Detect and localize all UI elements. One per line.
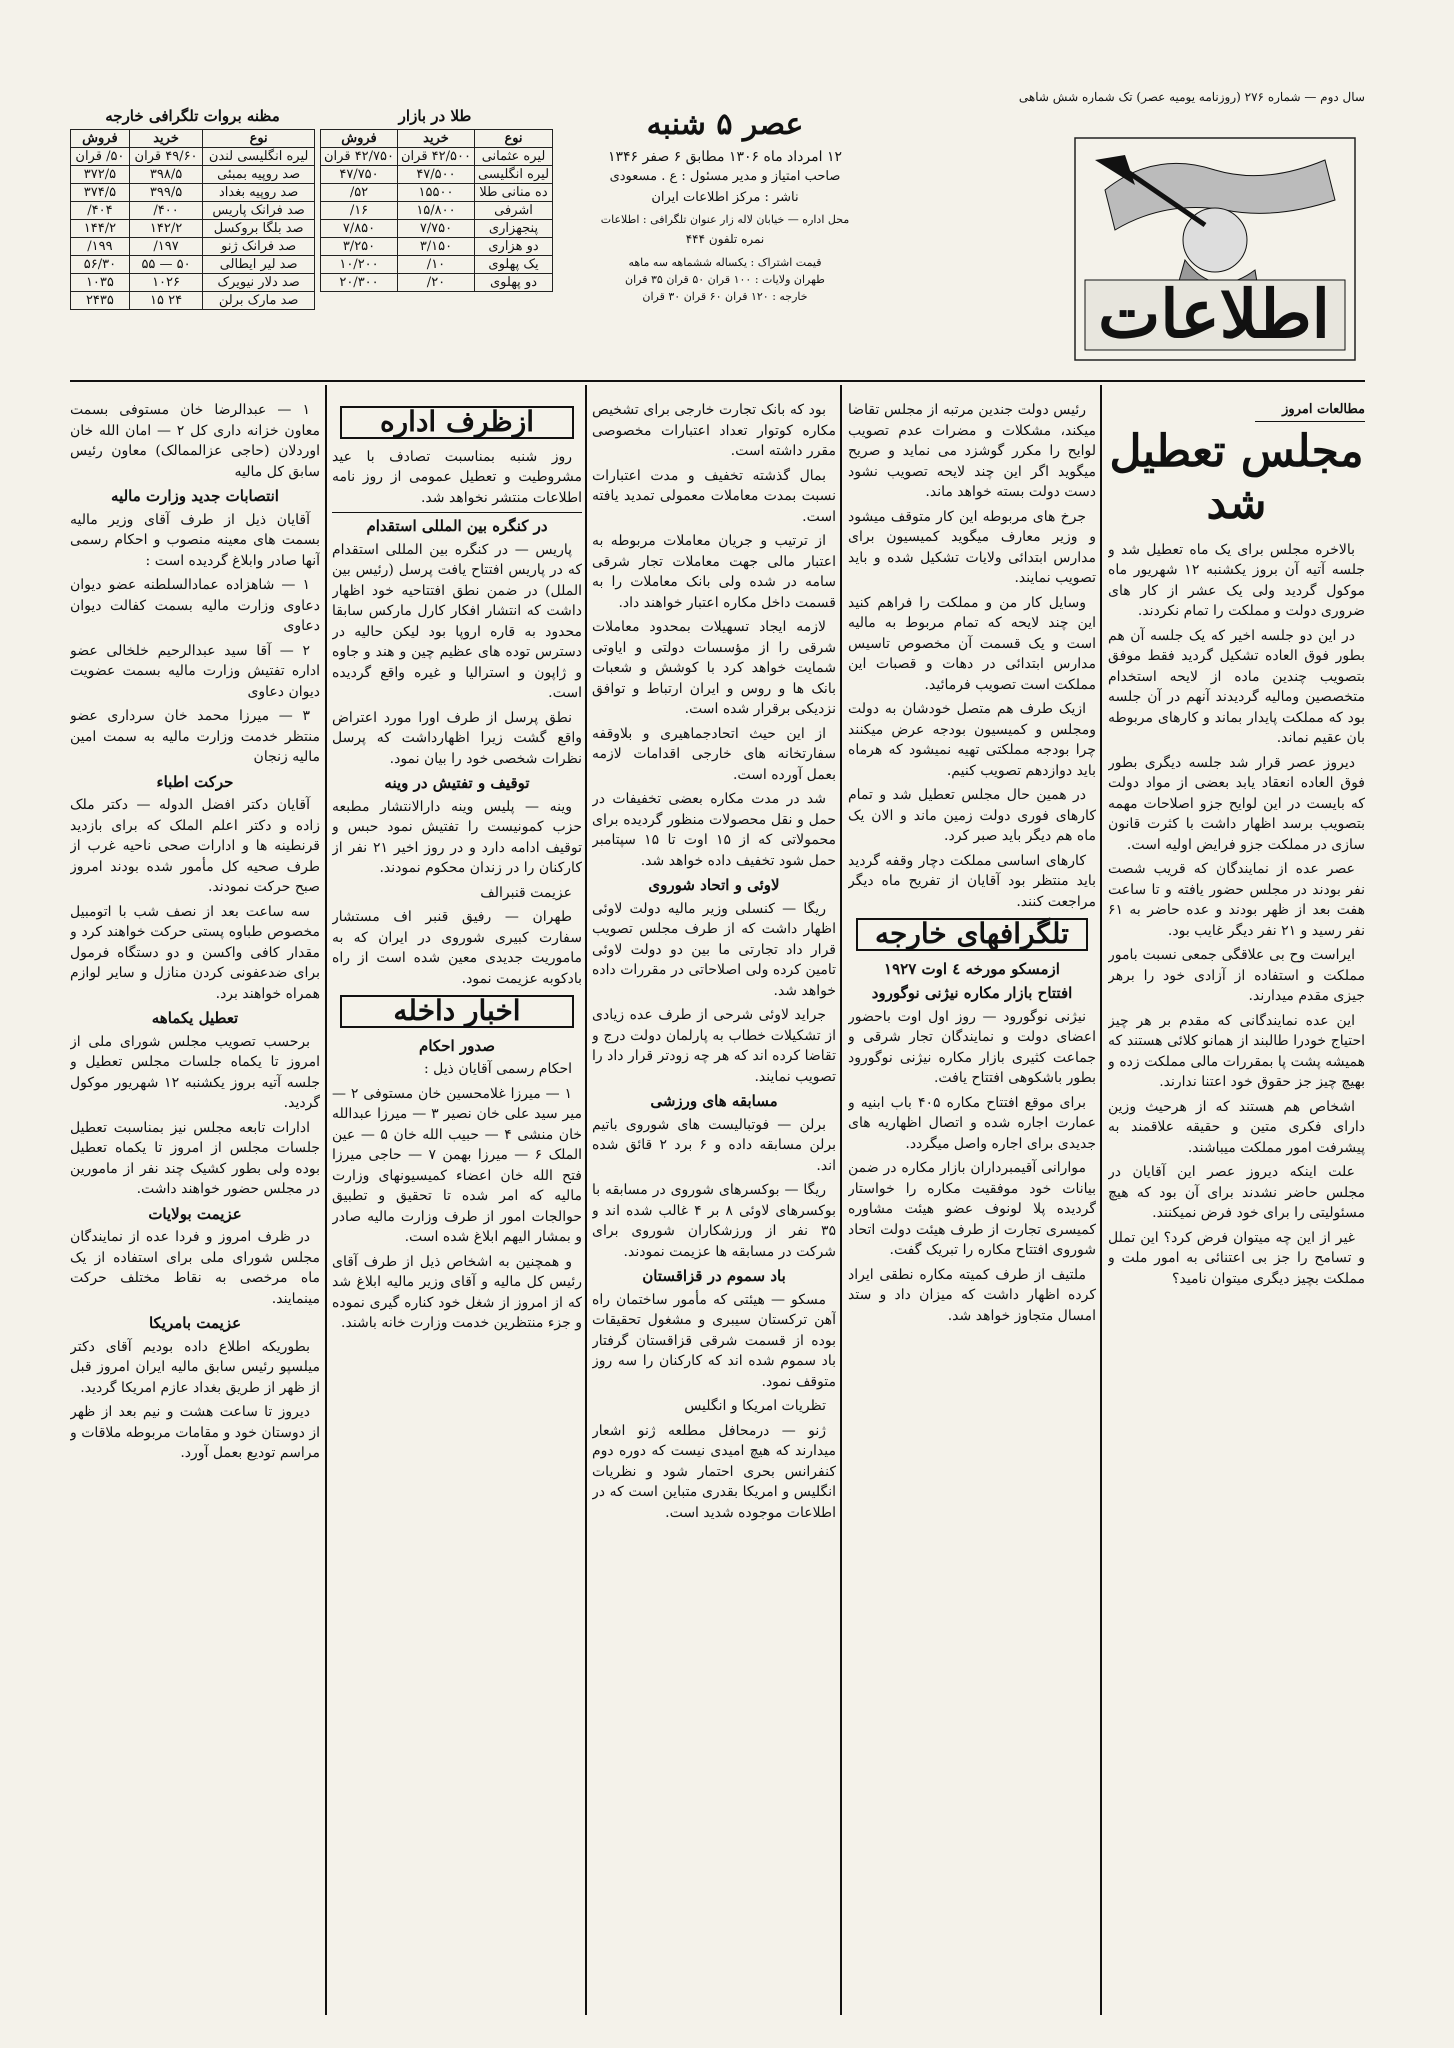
physicians-body — [70, 795, 320, 1004]
article-paragraph: از ترتیب و جریان معاملات مربوطه به اعتبار مالی جهت معاملات تجار شرقی سامه در شده ولی بانک معاملات را به قسمت داخل مکاره اعتبار خواهند داد. — [592, 533, 836, 611]
table-cell: صد فرانک ژنو — [203, 238, 315, 256]
table-cell: صد لیر ایطالی — [203, 256, 315, 274]
office-notice-headline: ازظرف اداره — [340, 406, 574, 439]
article-paragraph: تظریات امریکا و انگلیس — [684, 1398, 826, 1414]
fx-market-title: مظنه بروات تلگرافی خارجه — [105, 107, 280, 125]
article-paragraph: ۳ — میرزا محمد خان سرداری عضو منتظر خدمت وزارت مالیه به سمت امین مالیه زنجان — [70, 708, 320, 765]
article-paragraph: برای موقع افتتاح مکاره ۴۰۵ باب ابنیه و عمارت اجاره شده و اتصال اظهاریه های جدیدی برای اجاره واصل میگردد. — [848, 1094, 1096, 1152]
article-paragraph: ۱ — میرزا غلامحسین خان مستوفی ۲ — میر سید علی خان نصیر ۳ — میرزا عبدالله خان منشی ۴ — حبیب الله خان ۵ — عین الملک ۶ — میرزا بهمن ۷ — حاجی میرزا فتح الله خان اعضاء کمیسیونهای وزارت مالیه که امر شده تا تحقیق و تطبیق حوالجات امور از طرف وزارت مالیه صادر و بمشار الیهم ابلاغ شده است. — [332, 1085, 582, 1245]
subhead-physicians: حرکت اطباء — [156, 772, 234, 791]
table-cell: اشرفی — [474, 202, 552, 220]
table-row — [321, 166, 553, 184]
subscription-line-2: طهران ولایات : ۱۰۰ قران ۵۰ قران ۳۵ قران — [625, 273, 825, 286]
section-label: مطالعات امروز — [1255, 400, 1365, 422]
article-paragraph: نطق پرسل از طرف اورا مورد اعتراض واقع گشت زیرا اظهارداشت که پرسل نظرات شخصی خود را بیان نمود. — [332, 709, 582, 767]
table-cell: ۱۰/۲۰۰ — [321, 256, 398, 274]
article-paragraph: علت اینکه دیروز عصر این آقایان در مجلس حاضر نشدند برای آن بود که هیچ مسئولیتی را برای خود فرض نمیکنند. — [1108, 1164, 1365, 1221]
subhead-vienna: توقیف و تفتیش در وینه — [384, 774, 530, 792]
fx-market-panel — [70, 105, 315, 310]
article-paragraph: احکام رسمی آقایان ذیل : — [423, 1061, 572, 1077]
table-header-cell: خرید — [397, 130, 474, 148]
table-row — [71, 256, 315, 274]
article-paragraph: غیر از این چه میتوان فرض کرد؟ این تملل و تسامح را جز بی اعتنائی به امور ملت و مملکت بچیز دیگری میتوان نامید؟ — [1108, 1229, 1365, 1287]
table-cell: ۱۰۳۵ — [71, 274, 130, 292]
table-cell: ۴۲/۵۰۰ قران — [397, 148, 474, 166]
table-cell: ۴۰۰/ — [129, 202, 202, 220]
article-paragraph: ملتیف از طرف کمیته مکاره نطقی ایراد کرده اظهار داشت که میزان داد و ستد امسال متجاوز خواهد شد. — [848, 1266, 1096, 1324]
sports-body — [592, 1115, 836, 1263]
provinces-body — [70, 1227, 320, 1309]
table-cell: صد دلار نیویرک — [203, 274, 315, 292]
table-cell: ۴۷/۵۰۰ — [397, 166, 474, 184]
table-row — [321, 256, 553, 274]
article-paragraph: برحسب تصویب مجلس شورای ملی از امروز تا یکماه جلسات مجلس تعطیل و جلسه آتیه بروز یکشنبه ۱۲ شهریور موکول گردید. — [70, 1033, 320, 1111]
column-news-4 — [332, 400, 582, 2000]
gold-market-table — [320, 129, 553, 292]
table-cell: صد روپیه بغداد — [203, 184, 315, 202]
table-cell: ۳۹۸/۵ — [129, 166, 202, 184]
table-cell: ۵۶/۳۰ — [71, 256, 130, 274]
table-row — [71, 238, 315, 256]
subscription-line-3: خارجه : ۱۲۰ قران ۶۰ قران ۳۰ قران — [642, 290, 808, 303]
article-paragraph: شد در مدت مکاره بعضی تخفیفات در حمل و نقل محصولات منظور گردیده برای محمولاتی که از ۱۵ اوت تا ۱۵ سپتامبر حمل شود تخفیف داده خواهد شد. — [592, 791, 836, 869]
table-cell: یک پهلوی — [474, 256, 552, 274]
table-header-cell: فروش — [71, 130, 130, 148]
subhead-sports: مسابقه های ورزشی — [650, 1092, 778, 1110]
editorial-body — [1108, 540, 1365, 1290]
table-row — [71, 220, 315, 238]
table-cell: ۱۹۷/ — [129, 238, 202, 256]
foreign-telegrams-body — [848, 1007, 1096, 1327]
article-paragraph: ۱ — عبدالرضا خان مستوفی بسمت معاون خزانه داری کل ۲ — امان الله خان اوردلان (حاجی عزالممالک) معاون رئیس سابق کل مالیه — [70, 402, 320, 480]
table-row — [321, 274, 553, 292]
domestic-news-headline: اخبار داخله — [340, 995, 574, 1028]
table-header-cell: نوع — [474, 130, 552, 148]
subhead-kazakhstan: باد سموم در قزاقستان — [642, 1267, 786, 1285]
latvia-body — [592, 899, 836, 1088]
recess-body — [70, 1032, 320, 1200]
article-paragraph: آقایان دکتر افضل الدوله — دکتر ملک زاده و دکتر اعلم الملک که برای بازدید قرنطینه ها و ادارات صحی ناحیه غرب از طرف صحیه کل مأمور شده بودند امروز صبح حرکت نمودند. — [70, 797, 320, 895]
article-paragraph: در این دو جلسه اخیر که یک جلسه آن هم بطور فوق العاده تشکیل گردید فقط موفق بتصویب چندین ماده از لایحه استخدام متخصصین ومالیه گردیدند آنهم در آن جلسه بود که مملکت پایدار بماند و کارهای مربوطه بان عقیم نماند. — [1108, 627, 1365, 746]
article-paragraph: لازمه ایجاد تسهیلات بمحدود معاملات شرقی را از مؤسسات دولتی و ایاوتی شمایت خواهد کرد با کوشش و شعبات بانک ها و روس و ایران ارتباط و توافق نزدیکی برقرار شده است. — [592, 619, 836, 717]
table-cell: لیره انگلیسی لندن — [203, 148, 315, 166]
column-2-body — [848, 400, 1096, 912]
article-paragraph: موارانی آقیمبرداران بازار مکاره در ضمن بیانات خود موفقیت مکاره را خواستار گردیده پلا لونوف عضو هیئت مشاوره کمیسری تجارت از طرف هیئت دولت اتحاد شوروی افتتاح مکاره را تبریک گفت. — [848, 1160, 1096, 1258]
table-cell: ۲۴۳۵ — [71, 292, 130, 310]
article-paragraph: بالاخره مجلس برای یک ماه تعطیل شد و جلسه آتیه آن بروز یکشنبه ۱۲ شهریور ماه موکول گردید ولی یک عشر از کار های ضروری دولت و مملکت را تمام نکردند. — [1108, 541, 1365, 619]
table-cell: دو پهلوی — [474, 274, 552, 292]
table-cell: ۵۲/ — [321, 184, 398, 202]
table-cell: ۳/۱۵۰ — [397, 238, 474, 256]
article-paragraph: آقایان ذیل از طرف آقای وزیر مالیه بسمت های معینه منصوب و احکام رسمی آنها صادر وابلاغ گردیده است : — [70, 511, 320, 569]
table-cell: لیره انگلیسی — [474, 166, 552, 184]
article-paragraph: پاریس — در کنگره بین المللی استقدام که در پاریس افتتاح یافت پرسل (رئیس بین الملل) در ضمن نطق افتتاحیه خود اظهار داشت که انتشار افکار کارل مارکس سابقا محدود به قاره اروپا بود لیکن حالیه در دسترس توده های عظیم چین و هند و جاوه و ژاپون و استرالیا و غیره واقع گردیده است. — [332, 541, 582, 701]
table-cell: صد روپیه بمبئی — [203, 166, 315, 184]
article-paragraph: نیژنی نوگورود — روز اول اوت باحضور اعضای دولت و نمایندگان تجار شرقی و جماعت کثیری بازار مکاره نیژنی نوگورود بطور باشکوهی افتتاح یافت. — [848, 1008, 1096, 1086]
article-paragraph: عصر عده از نمایندگان که قریب شصت نفر بودند در مجلس حضور یافته و تا ساعت هفت بعد از ظهر بودند و عده حاضر به ۶۱ نفر رسید و ۲۱ نفر دیگر غایب بود. — [1108, 861, 1365, 939]
subhead-provinces: عزیمت بولایات — [148, 1204, 242, 1223]
subhead-recess: تعطیل یکماهه — [151, 1009, 239, 1027]
table-cell: ۲۰/۳۰۰ — [321, 274, 398, 292]
table-cell: ۴۲/۷۵۰ قران — [321, 148, 398, 166]
publisher-line: ناشر : مرکز اطلاعات ایران — [651, 190, 799, 205]
office-line: محل اداره — خیابان لاله زار عنوان تلگرافی : اطلاعات — [600, 213, 850, 226]
column-divider — [325, 385, 327, 2015]
table-cell: صد مارک برلن — [203, 292, 315, 310]
office-notice-text: روز شنبه بمناسبت تصادف با عید مشروطیت و تعطیل عمومی از روز نامه اطلاعات منتشر نخواهد شد. — [332, 448, 582, 506]
foreign-telegrams-headline: تلگرافهای خارجه — [856, 918, 1088, 951]
article-paragraph: وسایل کار من و مملکت را فراهم کنید این چند لایحه که تمام مربوط به مالیه است و یک قسمت آن مخصوص تاسیس مدارس ابتدائی در دهات و قصبات این مملکت است تصویب فرمائید. — [848, 594, 1096, 693]
foreign-telegrams-date: ازمسکو مورخه ٤ اوت ١٩٢٧ — [884, 959, 1060, 978]
newspaper-logo — [1065, 130, 1365, 365]
article-paragraph: این عده نمایندگانی که مقدم بر هر چیز احتیاج خودرا طالبند از همانو کلائی هستند که همیشه پشت پا بمقررات مالی مملکت زده و بهیچ چیز جز حقوق خود اعتنا ندارند. — [1108, 1012, 1365, 1090]
article-paragraph: بمال گذشته تخفیف و مدت اعتبارات نسبت بمدت معاملات معمولی تمدید یافته است. — [592, 467, 836, 525]
table-cell: ۳۷۴/۵ — [71, 184, 130, 202]
article-paragraph: در ظرف امروز و فردا عده از نمایندگان مجلس شورای ملی برای استفاده از یک ماه مرخصی به نقاط مختلف حرکت مینمایند. — [70, 1229, 320, 1307]
masthead-top-line: سال دوم — شماره ۲۷۶ (روزنامه یومیه عصر) تک شماره شش شاهی — [1018, 90, 1365, 104]
table-cell: ۱۰۲۶ — [129, 274, 202, 292]
table-row — [71, 274, 315, 292]
article-paragraph: و همچنین به اشخاص ذیل از طرف آقای رئیس کل مالیه و آقای وزیر مالیه ابلاغ شد که از امروز از شغل خود کناره گیری نموده و جزء منتظرین خدمت وزارت خانه باشند. — [332, 1253, 582, 1331]
article-paragraph: سه ساعت بعد از نصف شب با اتومبیل مخصوص طباوه پستی حرکت خواهند کرد و مقدار کافی واکسن و دو دستگاه فرمول برای ضدعفونی کردن منازل و سایر لوازم همراه خواهند برد. — [70, 903, 320, 1002]
table-cell: صد بلگا بروکسل — [203, 220, 315, 238]
decrees-body — [332, 1059, 582, 1334]
table-cell: ۱۰/ — [397, 256, 474, 274]
logo-text: اطلاعات — [1098, 275, 1330, 353]
article-paragraph: وینه — پلیس وینه دارالانتشار مطبعه حزب کمونیست را تفتیش نمود حبس و توقیف ادامه دارد و در روز اخیر ۲۱ نفر از کارکنان را در زندان محکوم نمودند. — [332, 798, 582, 876]
phone-line: نمره تلفون ۴۴۴ — [685, 232, 765, 246]
owner-line: صاحب امتیاز و مدیر مسئول : ع . مسعودی — [609, 169, 841, 184]
article-paragraph: اشخاص هم هستند که از هرحیث وزین دارای فکری متین و حقیقه علاقمند به پیشرفت امور مملکت میباشند. — [1108, 1098, 1365, 1156]
masthead-info — [560, 105, 890, 365]
subhead-congress: در کنگره بین المللی استقدام — [332, 512, 582, 537]
column-divider — [840, 385, 842, 2015]
table-cell: ۱۵۵۰۰ — [397, 184, 474, 202]
table-row — [321, 148, 553, 166]
table-row — [71, 166, 315, 184]
table-header-cell: نوع — [203, 130, 315, 148]
table-row — [321, 220, 553, 238]
article-paragraph: بطوریکه اطلاع داده بودیم آقای دکتر میلسپو رئیس سابق مالیه ایران امروز قبل از ظهر از طریق بغداد عازم امریکا گردید. — [70, 1338, 320, 1396]
table-row — [71, 148, 315, 166]
vienna-body — [332, 797, 582, 990]
masthead-divider — [70, 380, 1365, 382]
article-paragraph: کارهای اساسی مملکت دچار وقفه گردید باید منتظر بود آقایان از تفریح ماه دیگر مراجعت کنند. — [848, 852, 1096, 910]
article-paragraph: جرخ های مربوطه این کار متوقف میشود و وزیر معارف میگوید کمیسیون برای مدارس ابتدائی ولایات تشکیل شده و باید تصویب نمایند. — [848, 508, 1096, 586]
column-editorial — [1108, 400, 1365, 2000]
table-cell: ۱۵/۸۰۰ — [397, 202, 474, 220]
article-paragraph: ادارات تابعه مجلس نیز بمناسبت تعطیل جلسات مجلس از امروز تا یکماه تعطیل بوده ولی بطور کشیک چند نفر از مامورین در مجلس حضور خواهند داشت. — [70, 1119, 320, 1197]
article-paragraph: از این حیث اتحادجماهیری و بلاوقفه سفارتخانه های خارجی اقدامات لازمه بعمل آورده است. — [592, 725, 836, 783]
foreign-telegrams-subhead: افتتاح بازار مکاره نیژنی نوگورود — [871, 984, 1073, 1002]
gold-market-title: طلا در بازار — [398, 107, 472, 125]
table-cell: لیره عثمانی — [474, 148, 552, 166]
article-paragraph: دیروز تا ساعت هشت و نیم بعد از ظهر از دوستان خود و مقامات مربوطه ملاقات و مراسم تودیع بعمل آورد. — [70, 1404, 320, 1461]
table-cell: ۷/۷۵۰ — [397, 220, 474, 238]
subhead-america: عزیمت بامریکا — [148, 1314, 242, 1332]
table-row — [71, 202, 315, 220]
table-cell: ۴۹/۶۰ قران — [129, 148, 202, 166]
column-news-3 — [592, 400, 836, 2000]
article-paragraph: ریگا — کنسلی وزیر مالیه دولت لاوئی اظهار داشت که از طرف مجلس تصویب قرار داد تجارتی ما بین دو دولت لاوئی تامین کرده ولی اصلاحاتی در مقررات داده خواهد شد. — [592, 900, 836, 999]
table-cell: صد فرانک پاریس — [203, 202, 315, 220]
table-cell: ۱۹۹/ — [71, 238, 130, 256]
america-body — [70, 1337, 320, 1464]
table-cell: ۲۰/ — [397, 274, 474, 292]
table-cell: ۵۰ — ۵۵ — [129, 256, 202, 274]
fx-market-table — [70, 129, 315, 310]
article-paragraph: طهران — رفیق قنبر اف مستشار سفارت کبیری شوروی در ایران که به ماموریت جدیدی معین شده است از راه بادکوبه عزیمت نمود. — [332, 909, 582, 987]
subhead-latvia: لاوئی و اتحاد شوروی — [648, 876, 780, 894]
table-row — [321, 202, 553, 220]
table-cell: ۷/۸۵۰ — [321, 220, 398, 238]
table-cell: دو هزاری — [474, 238, 552, 256]
appointments-body — [70, 510, 320, 768]
table-cell: ۱۴۲/۲ — [129, 220, 202, 238]
table-cell: ۱۶/ — [321, 202, 398, 220]
table-cell: ۱۴۴/۲ — [71, 220, 130, 238]
table-row — [321, 238, 553, 256]
article-paragraph: ژنو — درمحافل مطلعه ژنو اشعار میدارند که هیچ امیدی نیست که دوره دوم کنفرانس بحری احتمار شود و نظریات انگلیس و امریکا بقدری متباین است که در اطلاعات موجوده شدید است. — [592, 1422, 836, 1521]
table-cell: ۳/۲۵۰ — [321, 238, 398, 256]
gold-market-panel — [320, 105, 550, 292]
issue-date: ۱۲ امرداد ماه ۱۳۰۶ مطابق ۶ صفر ۱۳۴۶ — [608, 149, 842, 165]
column-divider — [1100, 385, 1102, 2015]
article-paragraph: ریگا — بوکسرهای شوروی در مسابقه با بوکسرهای لاوئی ۸ بر ۴ غالب شده اند و ۳۵ نفر از ورزشکاران شوروی برای شرکت در مسابقه ها عزیمت نمودند. — [592, 1182, 836, 1260]
table-cell: ۴۷/۷۵۰ — [321, 166, 398, 184]
subhead-decrees: صدور احکام — [419, 1036, 495, 1055]
table-cell: ده منانی طلا — [474, 184, 552, 202]
table-row — [71, 184, 315, 202]
subscription-line-1: قیمت اشتراک : یکساله ششماهه سه ماهه — [628, 256, 822, 269]
congress-body — [332, 540, 582, 770]
article-paragraph: برلن — فوتبالیست های شوروی باتیم برلن مسابقه داده و ۶ برد ۲ قائق شده اند. — [592, 1116, 836, 1174]
subhead-appointments: انتصابات جدید وزارت مالیه — [111, 487, 279, 505]
editorial-headline: مجلس تعطیل شد — [1109, 425, 1364, 529]
column-divider — [585, 385, 587, 2015]
article-paragraph: دیروز عصر قرار شد جلسه دیگری بطور فوق العاده انعقاد یابد بعضی از مواد دولت که بایست در این لوایح جزو اصلاحات مهمه بتصویب برسد اظهار داشت با کثرت قانون سازی در مملکت جزو فرایض اولیه است. — [1108, 754, 1365, 853]
table-header-cell: فروش — [321, 130, 398, 148]
column-news-5 — [70, 400, 320, 2000]
table-cell: ۳۹۹/۵ — [129, 184, 202, 202]
article-paragraph: ۱ — شاهزاده عمادالسلطنه عضو دیوان دعاوی وزارت مالیه بسمت کفالت دیوان دعاوی — [70, 577, 320, 634]
table-cell: ۴۰۴/ — [71, 202, 130, 220]
table-cell: پنجهزاری — [474, 220, 552, 238]
article-paragraph: بود که بانک تجارت خارجی برای تشخیص مکاره کوتوار تعداد اعتبارات مخصوصی مقرر داشته است. — [592, 402, 836, 459]
article-paragraph: ایراست وح بی علاقگی جمعی نسبت بامور مملکت و استفاده از آزادی خود را برهر جیزی مقدم میدارند. — [1108, 947, 1365, 1004]
article-paragraph: در همین حال مجلس تعطیل شد و تمام کارهای فوری دولت زمین ماند و الان یک ماه هم دیگر باید صبر کرد. — [848, 787, 1096, 844]
article-paragraph: رئیس دولت جندین مرتبه از مجلس تقاضا میکند، مشکلات و مضرات عدم تصویب لوایح را مکرر گوشزد می نماید و صریح میگوید اگر این چند لایحه تصویب نشود دست دولت بسته خواهد ماند. — [848, 402, 1096, 500]
article-paragraph: ۲ — آقا سید عبدالرحیم خلخالی عضو اداره تفتیش وزارت مالیه بسمت عضویت دیوان دعاوی — [70, 642, 320, 700]
kazakhstan-body — [592, 1290, 836, 1524]
table-row — [321, 184, 553, 202]
table-cell: ۲۴ ۱۵ — [129, 292, 202, 310]
column-news-2 — [848, 400, 1096, 2000]
issue-day: عصر ۵ شنبه — [646, 107, 804, 142]
table-cell: ۳۷۲/۵ — [71, 166, 130, 184]
article-paragraph: عزیمت قنبرالف — [480, 884, 572, 901]
table-cell: ۵۰/ قران — [71, 148, 130, 166]
article-paragraph: مسکو — هیئتی که مأمور ساختمان راه آهن ترکستان سیبری و مشغول تحقیقات بوده از قسمت شرقی قزاقستان گرفتار باد سموم شده اند که کارکنان را سه روز متوقف نمود. — [592, 1291, 836, 1390]
table-row — [71, 292, 315, 310]
article-paragraph: ازیک طرف هم متصل خودشان به دولت ومجلس و کمیسیون بودجه عرض میکنند چرا بودجه مملکتی تهیه نمیشود که هرماه باید دوازدهم تصویب کنیم. — [848, 701, 1096, 779]
table-header-cell: خرید — [129, 130, 202, 148]
column-3-body — [592, 400, 836, 871]
article-paragraph: جراید لاوئی شرحی از طرف عده زیادی از تشکیلات خطاب به پارلمان دولت درج و تقاضا کرده اند که هر چه زودتر قرار داد را تصویب نمایند. — [592, 1007, 836, 1085]
column-5-body — [70, 400, 320, 482]
